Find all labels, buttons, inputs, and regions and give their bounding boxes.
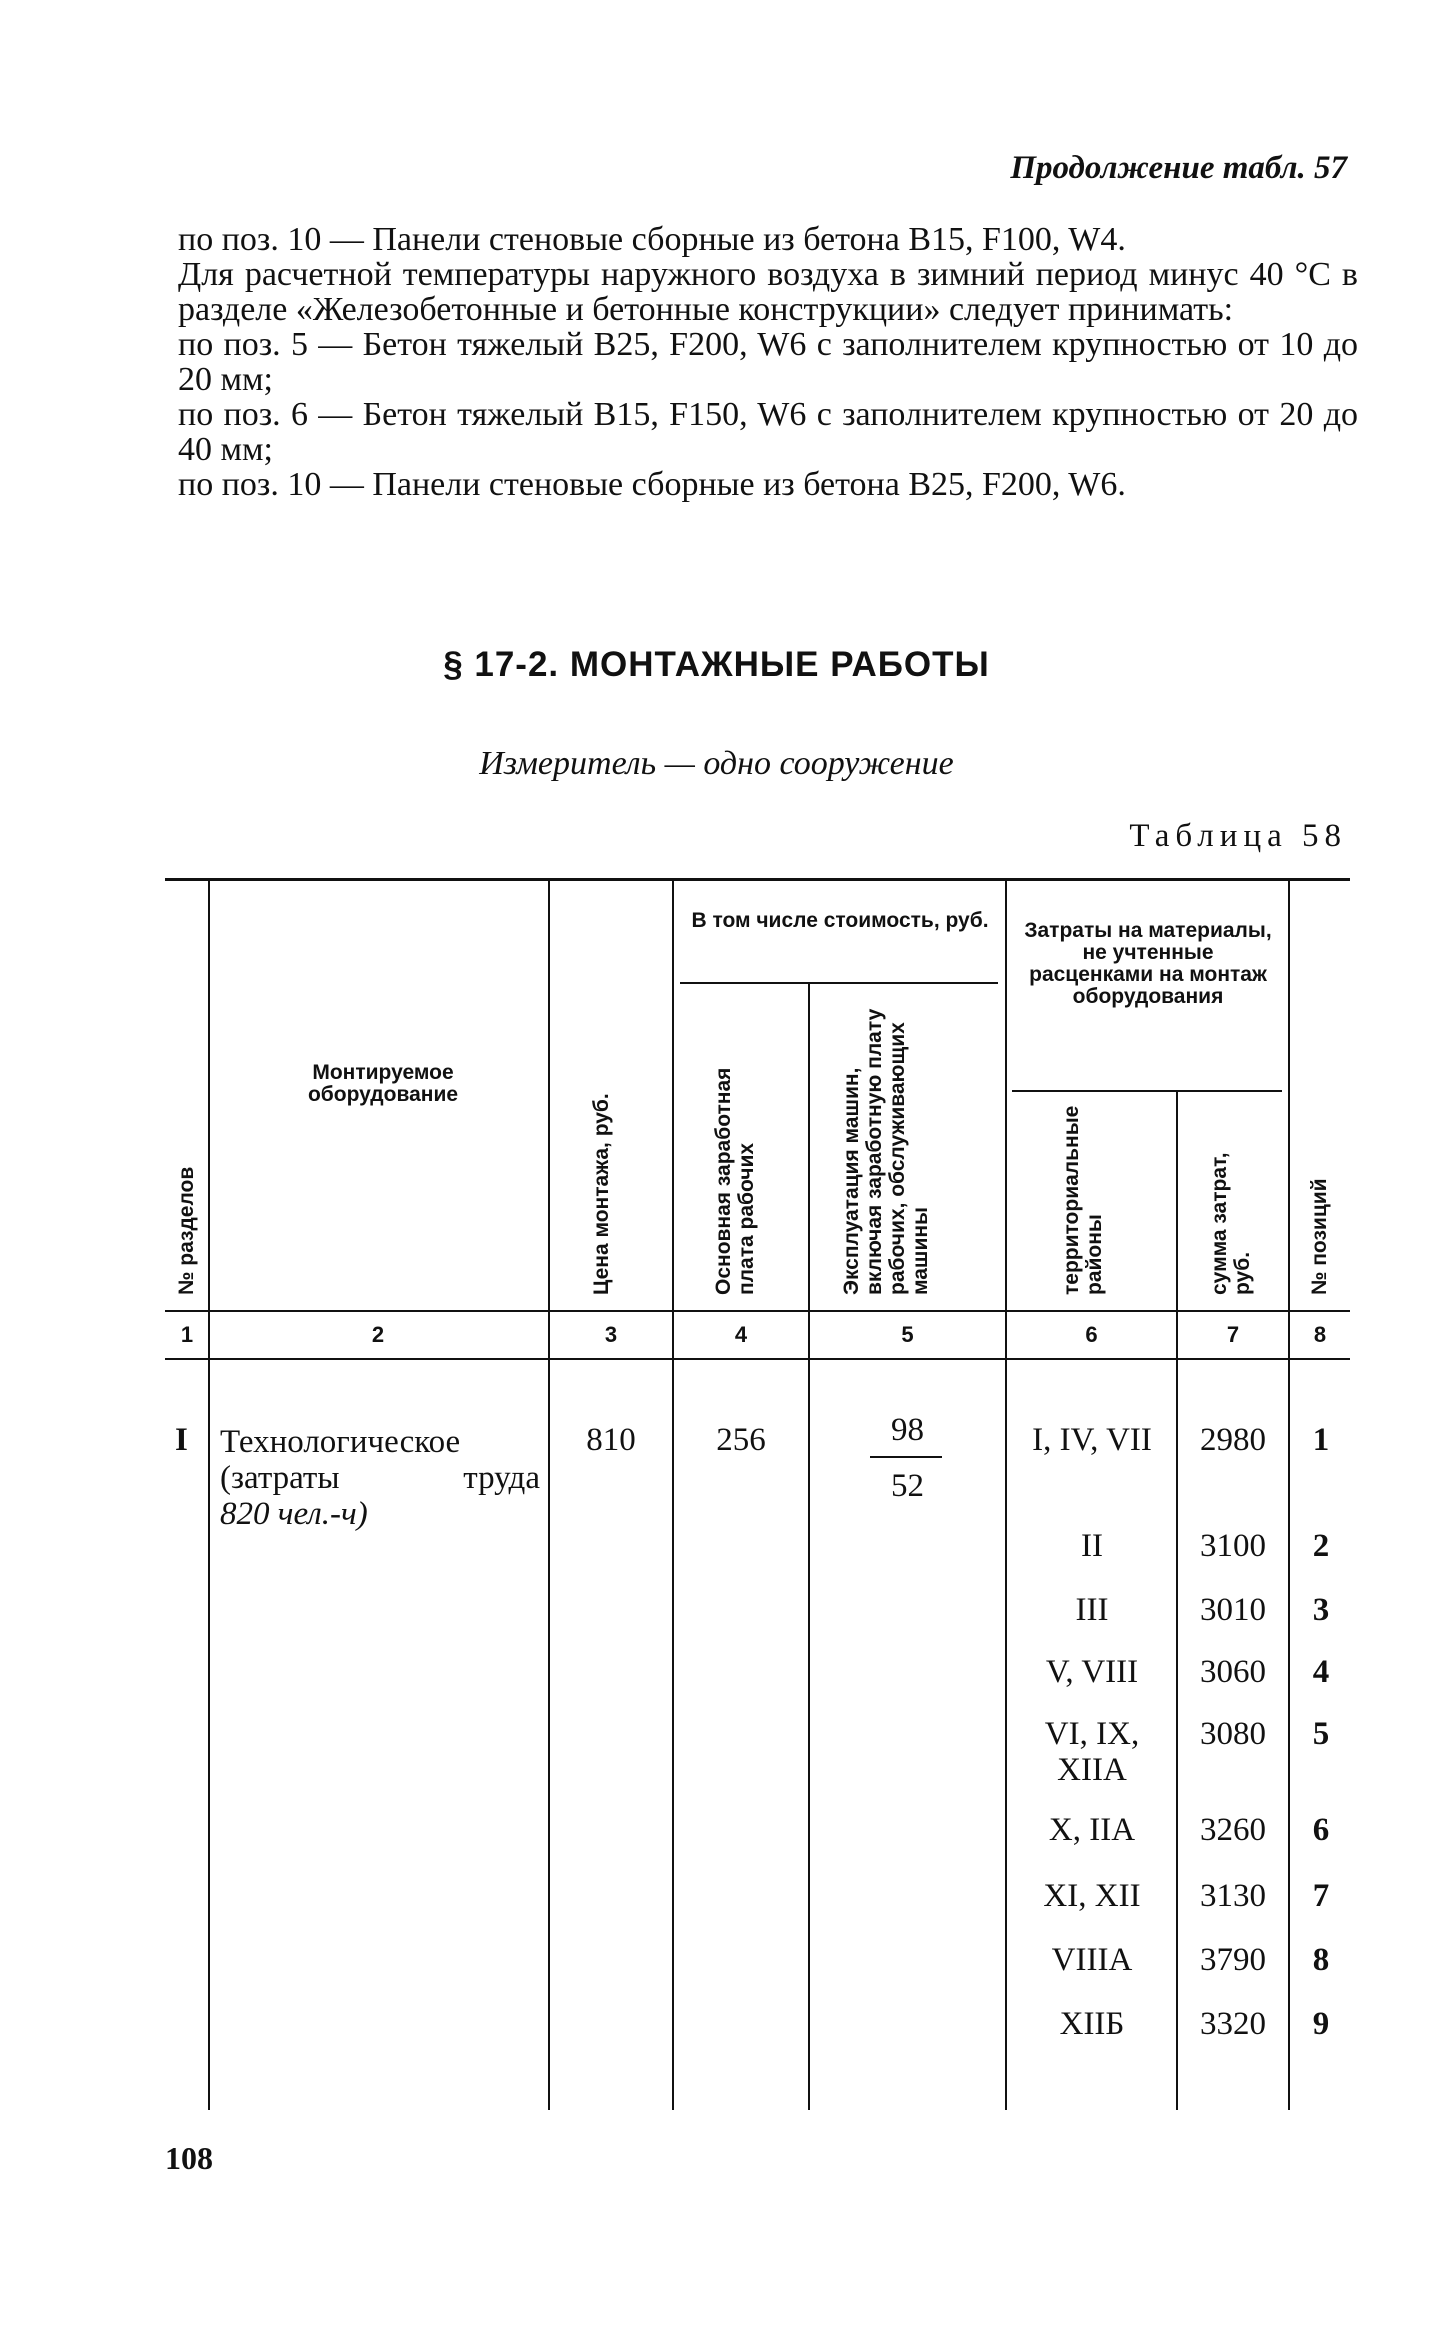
section-number: I bbox=[175, 1422, 188, 1458]
machines-bottom: 52 bbox=[891, 1468, 924, 1504]
header-price: Цена монтажа, руб. bbox=[590, 1093, 613, 1295]
paragraph: по поз. 6 — Бетон тяжелый В15, F150, W6 с заполнителем крупностью от 20 до 40 мм; bbox=[178, 396, 1358, 468]
table-top-rule bbox=[165, 878, 1350, 881]
position-cell: 4 bbox=[1312, 1654, 1330, 1690]
sum-cell: 3060 bbox=[1200, 1654, 1266, 1690]
col-rule bbox=[808, 984, 810, 2110]
header-equipment: Монтируемое оборудование bbox=[307, 1061, 459, 1106]
body-text bbox=[178, 222, 1358, 502]
continuation-note: Продолжение табл. 57 bbox=[1010, 150, 1347, 186]
sum-cell: 3320 bbox=[1200, 2006, 1266, 2042]
col-number: 2 bbox=[371, 1322, 385, 1347]
header-position-no: № позиций bbox=[1308, 1178, 1331, 1295]
col-rule bbox=[1176, 1092, 1178, 2110]
region-cell: VI, IX, XIIA bbox=[1044, 1716, 1140, 1788]
group-rule bbox=[1012, 1090, 1282, 1092]
header-group-incl: В том числе стоимость, руб. bbox=[691, 909, 989, 932]
sum-cell: 3010 bbox=[1200, 1592, 1266, 1628]
paragraph: по поз. 10 — Панели стеновые сборные из бетона В25, F200, W6. bbox=[178, 466, 1126, 503]
col-number: 5 bbox=[901, 1322, 914, 1347]
header-sum: сумма затрат, руб. bbox=[1208, 1152, 1254, 1295]
position-cell: 9 bbox=[1312, 2006, 1330, 2042]
header-machines: Эксплуатация машин, включая заработную плату рабочих, обслуживающих машины bbox=[840, 1008, 932, 1295]
paragraph: Для расчетной температуры наружного воздуха в зимний период минус 40 °С в разделе «Железобетонные и бетонные конструкции» следует принимать: bbox=[178, 256, 1358, 328]
col-number: 8 bbox=[1313, 1322, 1327, 1347]
paragraph: по поз. 10 — Панели стеновые сборные из бетона В15, F100, W4. bbox=[178, 221, 1126, 258]
col-rule bbox=[208, 880, 210, 2110]
sum-cell: 3130 bbox=[1200, 1878, 1266, 1914]
header-bottom-rule bbox=[165, 1310, 1350, 1312]
sum-cell: 3790 bbox=[1200, 1942, 1266, 1978]
wages-cell: 256 bbox=[716, 1422, 766, 1458]
col-rule bbox=[1288, 880, 1290, 2110]
colnum-bottom-rule bbox=[165, 1358, 1350, 1360]
page-number: 108 bbox=[165, 2140, 213, 2176]
meter-caption: Измеритель — одно сооружение bbox=[479, 745, 954, 782]
position-cell: 1 bbox=[1312, 1422, 1330, 1458]
sum-cell: 3080 bbox=[1200, 1716, 1266, 1752]
fraction-bar bbox=[870, 1456, 942, 1458]
region-cell: VIIIA bbox=[1051, 1942, 1133, 1978]
position-cell: 2 bbox=[1312, 1528, 1330, 1564]
col-rule bbox=[548, 880, 550, 2110]
region-cell: XI, XII bbox=[1043, 1878, 1141, 1914]
section-title: § 17-2. МОНТАЖНЫЕ РАБОТЫ bbox=[443, 645, 990, 684]
col-number: 3 bbox=[604, 1322, 618, 1347]
col-number: 4 bbox=[734, 1322, 748, 1347]
sum-cell: 3260 bbox=[1200, 1812, 1266, 1848]
region-cell: II bbox=[1081, 1528, 1103, 1564]
col-rule bbox=[672, 880, 674, 2110]
position-cell: 8 bbox=[1312, 1942, 1330, 1978]
table-number: Таблица 58 bbox=[1129, 818, 1347, 854]
region-cell: X, IIA bbox=[1048, 1812, 1136, 1848]
region-cell: III bbox=[1075, 1592, 1109, 1628]
col-rule bbox=[1005, 880, 1007, 2110]
position-cell: 6 bbox=[1312, 1812, 1330, 1848]
price-cell: 810 bbox=[586, 1422, 636, 1458]
sum-cell: 3100 bbox=[1200, 1528, 1266, 1564]
region-cell: XIIБ bbox=[1059, 2006, 1125, 2042]
position-cell: 5 bbox=[1312, 1716, 1330, 1752]
position-cell: 3 bbox=[1312, 1592, 1330, 1628]
equipment-line: Технологическое bbox=[220, 1424, 461, 1460]
machines-top: 98 bbox=[891, 1412, 924, 1448]
paragraph: по поз. 5 — Бетон тяжелый В25, F200, W6 с заполнителем крупностью от 10 до 20 мм; bbox=[178, 326, 1358, 398]
position-cell: 7 bbox=[1312, 1878, 1330, 1914]
region-cell: I, IV, VII bbox=[1032, 1422, 1152, 1458]
header-section-no: № разделов bbox=[175, 1166, 198, 1295]
col-number: 1 bbox=[180, 1322, 194, 1347]
sum-cell: 2980 bbox=[1200, 1422, 1266, 1458]
header-group-materials: Затраты на материалы, не учтенные расценками на монтаж оборудования bbox=[1024, 919, 1272, 1008]
header-wages: Основная заработная плата рабочих bbox=[712, 1067, 758, 1295]
group-rule bbox=[680, 982, 998, 984]
col-number: 7 bbox=[1226, 1322, 1240, 1347]
equipment-line: (затраты труда bbox=[220, 1460, 540, 1496]
equipment-line: 820 чел.-ч) bbox=[220, 1496, 368, 1532]
equipment-cell bbox=[220, 1424, 540, 1532]
col-number: 6 bbox=[1085, 1322, 1098, 1347]
region-cell: V, VIII bbox=[1045, 1654, 1139, 1690]
header-regions: территориальные районы bbox=[1060, 1105, 1106, 1295]
